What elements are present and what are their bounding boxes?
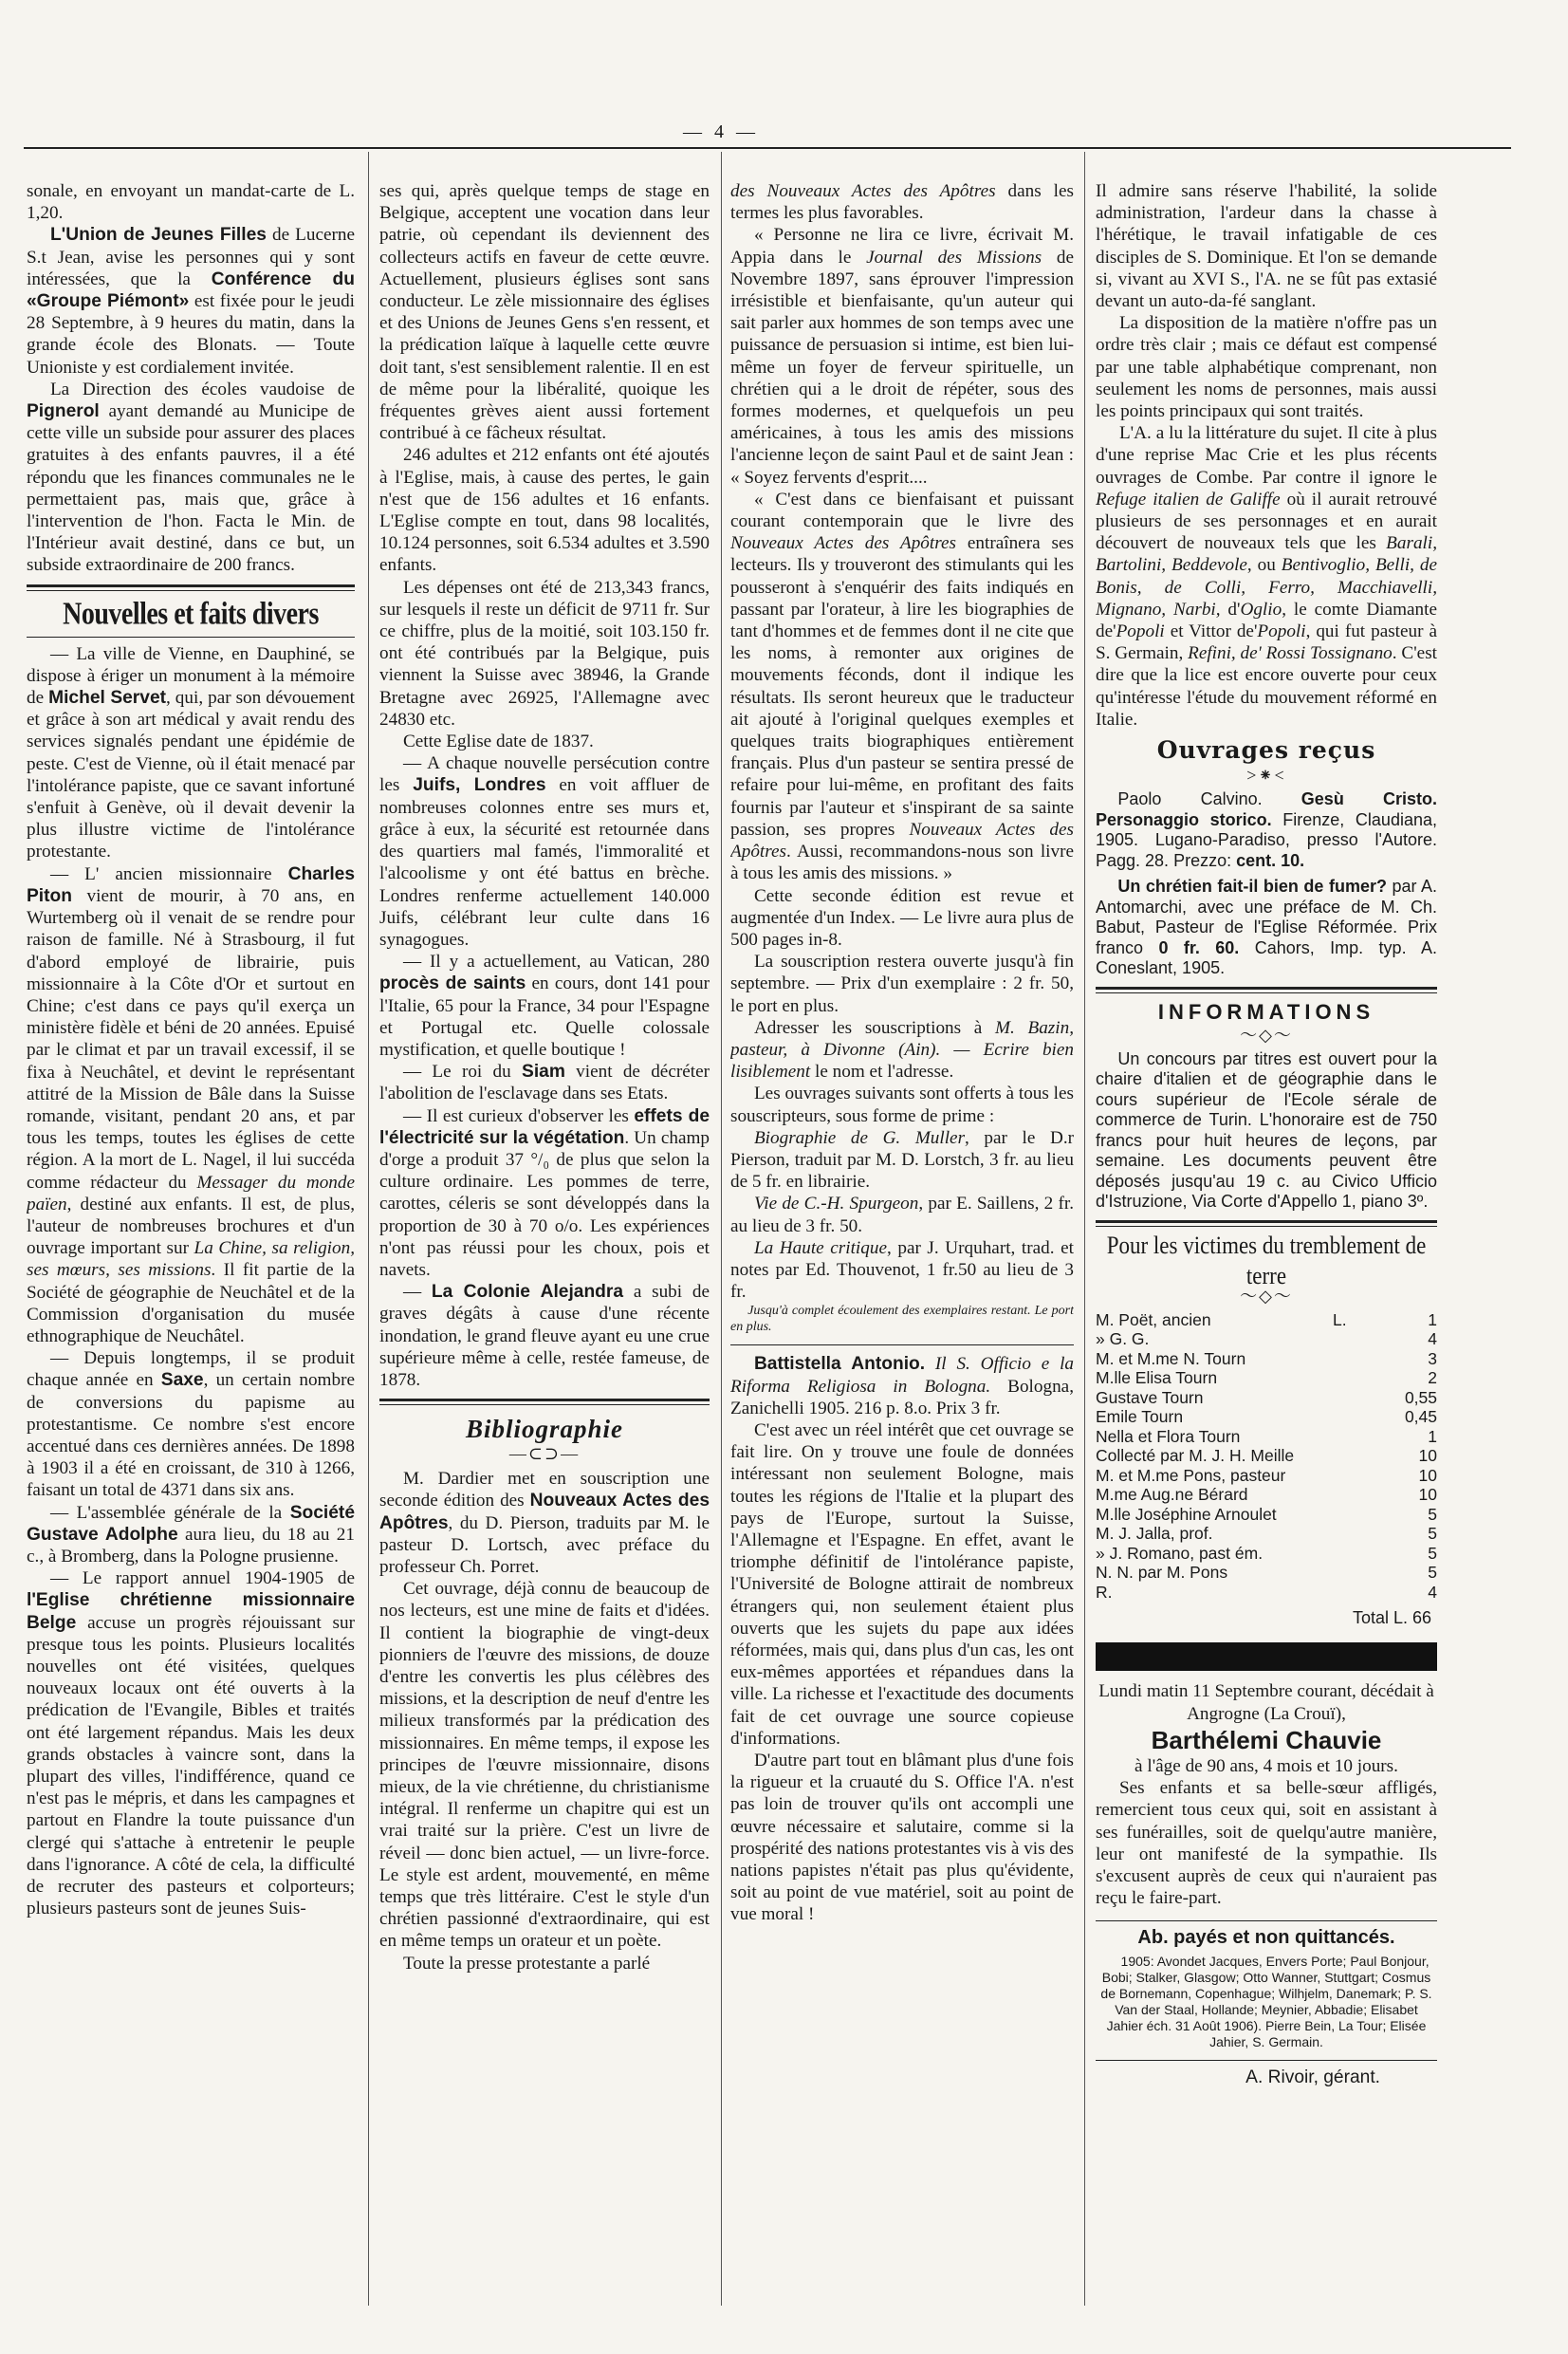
donation-total: Total L. 66 xyxy=(1352,1608,1431,1628)
donor-name: M. et M.me Pons, pasteur xyxy=(1096,1465,1286,1485)
column-1 xyxy=(27,180,355,1919)
section-rule xyxy=(1096,1920,1437,1921)
donor-amt: 0,45 xyxy=(1404,1407,1437,1427)
paragraph-appia: « Personne ne lira ce livre, écrivait M. Appia dans le Journal des Missions de Novembre 1897, sans éprouver l'impression irrésistible et bienfaisante, qu'un auteur qui sait parler aux hommes de son temps avec une puissance de persuasion si intime, est bien lui-même un foyer de ferveur spirituelle, un chrétien qui a le droit de répéter, sous des formes modernes, et quelquefois un peu américaines, à tous les amis des missions l'ancienne leçon de saint Paul et de saint Jean : « Soyez fervents d'esprit.... xyxy=(730,225,1074,488)
donor-row xyxy=(1096,1446,1437,1466)
donor-row xyxy=(1096,1427,1437,1447)
footnote: Jusqu'à complet écoulement des exemplaires restant. Le port en plus. xyxy=(730,1304,1074,1335)
donor-amt: 10 xyxy=(1418,1465,1437,1485)
donor-name: M. J. Jalla, prof. xyxy=(1096,1524,1213,1544)
donor-name: N. N. par M. Pons xyxy=(1096,1563,1228,1583)
donor-row xyxy=(1096,1466,1437,1486)
death-notice-name: Barthélemi Chauvie xyxy=(1151,1725,1382,1754)
donor-cur xyxy=(1333,1446,1371,1466)
column-rule xyxy=(1084,152,1085,2306)
paragraph-saints: — Il y a actuellement, au Vatican, 280 procès de saints en cours, dont 141 pour l'Italie, 65 pour la France, 34 pour l'Espagne et Portugal etc. Quelle colossale mystification, et quelle boutique ! xyxy=(379,952,710,1060)
section-heading-bibliographie: Bibliographie xyxy=(465,1415,624,1444)
paragraph-battistella: Battistella Antonio. Il S. Officio e la Riforma Religiosa in Bologna. Bologna, Zanichelli 1905. 216 p. 8.o. Prix 3 fr. xyxy=(730,1354,1074,1418)
gerant-signature: A. Rivoir, gérant. xyxy=(1245,2067,1380,2087)
paragraph-juifs: — A chaque nouvelle persécution contre les Juifs, Londres en voit affluer de nombreuses colonnes entre ses murs et, grâce à eux, la sécurité est retournée dans des quartiers mal famés, l'immoralité et l'alcoolisme y ont été battus en brèche. Londres renferme actuellement 140.000 Juifs, célébrant leur culte dans 16 synagogues. xyxy=(379,753,710,950)
donor-cur xyxy=(1333,1388,1371,1408)
section-rule xyxy=(1096,1220,1437,1227)
paragraph: La Haute critique, par J. Urquhart, trad. et notes par Ed. Thouvenot, 1 fr.50 au lieu de 3 fr. xyxy=(730,1237,1074,1303)
paragraph-siam: — Le roi du Siam vient de décréter l'abolition de l'esclavage dans ses Etats. xyxy=(379,1062,710,1104)
paragraph-fumer: Un chrétien fait-il bien de fumer? par A. Antomarchi, avec une préface de M. Ch. Babut, Pasteur de l'Eglise Réformée. Prix franco 0 fr. 60. Cahors, Imp. typ. A. Coneslant, 1905. xyxy=(1096,877,1437,978)
column-3 xyxy=(730,180,1074,1926)
donor-row xyxy=(1096,1485,1437,1505)
paragraph: Les dépenses ont été de 213,343 francs, sur lesquels il reste un déficit de 9711 fr. Sur ce chiffre, plus de la moitié, soit 103.150 fr. ont été contribués par la Belgique, puis viennent la Suisse avec 38946, la Grande Bretagne avec 26925, l'Allemagne avec 24830 etc. xyxy=(379,577,710,730)
ornament-icon: 〜◇〜 xyxy=(1240,1286,1293,1306)
paragraph-piton: — L' ancien missionnaire Charles Piton vient de mourir, à 70 ans, en Wurtemberg où il venait de se rendre pour raison de famille. Né à Strasbourg, il fut d'abord employé de librairie, puis missionnaire à la Côte d'Or et surtout en Chine; c'est dans ce pays qu'il exerça un ministère fidèle et béni de 20 années. Epuisé par le climat et par un travail excessif, il se fixa à Neuchâtel, et devint le représentant attitré de la Mission de Bâle dans la Suisse romande, visitant, pendant 20 ans, et par tous les temps, toutes les églises de cette région. A la mort de L. Nagel, il lui succéda comme rédacteur du Messager du monde païen, destiné aux enfants. Il est, de plus, l'auteur de nombreuses brochures et d'un ouvrage important sur La Chine, sa religion, ses mœurs, ses missions. Il fit partie de la Société de géographie de Neuchâtel et de la Commission d'organisation du musée ethnographique de Neuchâtel. xyxy=(27,863,355,1346)
donor-name: M.lle Joséphine Arnoulet xyxy=(1096,1504,1277,1524)
ornament-icon: >⁕< xyxy=(1246,766,1286,786)
donor-amt: 4 xyxy=(1428,1329,1437,1349)
donor-name: » J. Romano, past ém. xyxy=(1096,1543,1264,1563)
donor-amt: 10 xyxy=(1418,1485,1437,1505)
paragraph: C'est avec un réel intérêt que cet ouvrage se fait lire. On y trouve une foule de données intéressant non seulement Bologne, mais toutes les régions de l'Italie et la plupart des pays de l'Europe, surtout la Suisse, l'Allemagne et l'Espagne. En effet, avant le triomphe définitif de l'intolérance papiste, l'Université de Bologne attirait de nombreux étrangers qui, non seulement étaient plus ouverts que les sujets du pape aux idées réformées, mais qui, dans plus d'un cas, les ont eux-mêmes apportées et répandues dans la ville. La richesse et l'exactitude des documents fait de cet ouvrage une source copieuse d'informations. xyxy=(730,1419,1074,1749)
death-notice-age: à l'âge de 90 ans, 4 mois et 10 jours. xyxy=(1134,1755,1398,1776)
paragraph-belge: — Le rapport annuel 1904-1905 de l'Eglise chrétienne missionnaire Belge accuse un progrès réjouissant sur presque tous les points. Plusieurs localités nouvelles ont été visitées, quelques nouveaux locaux ont été ouverts à la prédication de l'Evangile, Bibles et traités ont été largement répandus. Mais les deux grands obstacles à vaincre sont, dans la plupart des villes, l'indifférence, quand ce n'est pas le mépris, et dans les campagnes et partout en Flandre la toute puissance d'un clergé qui s'attache à entretenir le peuple dans l'ignorance. A côté de cela, la difficulté de recruter des pasteurs et colporteurs; plusieurs pasteurs sont de jeunes Suis- xyxy=(27,1568,355,1919)
paragraph-saxe: — Depuis longtemps, il se produit chaque année en Saxe, un certain nombre de conversions du papisme au protestantisme. Ce nombre s'est encore accentué dans ces dernières années. De 1898 à 1903 il a été en croissant, de 310 à 1266, faisant un total de 4371 dans six ans. xyxy=(27,1348,355,1501)
paragraph: Cette seconde édition est revue et augmentée d'un Index. — Le livre aura plus de 500 pages in-8. xyxy=(730,885,1074,950)
donor-name: Emile Tourn xyxy=(1096,1407,1184,1427)
paragraph: sonale, en envoyant un mandat-carte de L. 1,20. xyxy=(27,181,355,224)
donor-cur xyxy=(1333,1349,1371,1369)
paragraph-calvino: Paolo Calvino. Gesù Cristo. Personaggio storico. Firenze, Claudiana, 1905. Lugano-Paradiso, presso l'Autore. Pagg. 28. Prezzo: cent. 10. xyxy=(1096,789,1437,870)
donor-amt: 0,55 xyxy=(1404,1387,1437,1407)
paragraph-alejandra: — La Colonie Alejandra a subi de graves dégâts à cause d'une récente inondation, le grand fleuve ayant eu une crue supérieure même à celle, restée fameuse, de 1878. xyxy=(379,1282,710,1390)
column-4 xyxy=(1096,180,1437,2088)
paragraph-concours: Un concours par titres est ouvert pour la chaire d'italien et de géographie dans le cours supérieur de l'Ecole sérale de commerce de Turin. L'honoraire est de 750 francs pour huit heures de leçons, par semaine. Les documents peuvent être déposés jusqu'au 19 c. au Civico Ufficio d'Istruzione, Via Corte d'Appello 1, piano 3º. xyxy=(1096,1048,1437,1212)
ornament-icon: 〜◇〜 xyxy=(1240,1025,1293,1045)
death-notice-intro: Lundi matin 11 Septembre courant, décédait à Angrogne (La Crouï), xyxy=(1098,1681,1434,1724)
donor-name: M.lle Elisa Tourn xyxy=(1096,1368,1218,1388)
paragraph: Les ouvrages suivants sont offerts à tous les souscripteurs, sous forme de prime : xyxy=(730,1084,1074,1126)
paragraph-gustave: — L'assemblée générale de la Société Gustave Adolphe aura lieu, du 18 au 21 c., à Bromberg, dans la Pologne prusienne. xyxy=(27,1502,355,1566)
donor-amt: 1 xyxy=(1428,1309,1437,1329)
paragraph: des Nouveaux Actes des Apôtres dans les termes les plus favorables. xyxy=(730,181,1074,224)
paragraph: Cette Eglise date de 1837. xyxy=(402,732,594,752)
donor-amt: 5 xyxy=(1428,1563,1437,1583)
paragraph: Biographie de G. Muller, par le D.r Pierson, traduit par M. D. Lorstch, 3 fr. au lieu de 5 fr. en librairie. xyxy=(730,1127,1074,1193)
paragraph-electricite: — Il est curieux d'observer les effets de l'électricité sur la végétation. Un champ d'orge a produit 37 °/₀ de plus que selon la culture ordinaire. Les pommes de terre, carottes, céleris se sont développés dans la proportion de 30 à 70 o/o. Les expériences n'ont pas réussi pour les choux, pois et navets. xyxy=(379,1105,710,1280)
donor-amt: 10 xyxy=(1418,1446,1437,1466)
donor-cur xyxy=(1333,1583,1371,1603)
donor-name: Nella et Flora Tourn xyxy=(1096,1426,1241,1446)
paragraph: Cet ouvrage, déjà connu de beaucoup de nos lecteurs, est une mine de faits et d'idées. Il contient la biographie de vingt-deux pionniers de l'œuvre des missions, de douze d'entre les convertis les plus célèbres des missions, et la description de neuf d'entre les milieux transformés par la prédication des missionnaires. En même temps, il expose les principes de l'œuvre missionnaire, disons mieux, de la vie chrétienne, du christianisme intégral. Il renferme un chapitre qui est un vrai traité sur la prière. C'est un livre de réveil — donc bien actuel, — un livre-force. Le style est ardent, mouvementé, en même temps que très littéraire. C'est le style d'un chrétien passionné d'extraordinaire, qui est en même temps un orateur et un poète. xyxy=(379,1579,710,1952)
donor-cur xyxy=(1333,1466,1371,1486)
paragraph-dardier: M. Dardier met en souscription une seconde édition des Nouveaux Actes des Apôtres, du D. Pierson, traduits par M. le pasteur D. Lortsch, avec préface du professeur Ch. Porret. xyxy=(379,1469,710,1577)
donor-row xyxy=(1096,1505,1437,1525)
donor-name: Gustave Tourn xyxy=(1096,1387,1204,1407)
donor-row xyxy=(1096,1563,1437,1583)
donor-cur xyxy=(1333,1524,1371,1544)
donor-cur xyxy=(1333,1505,1371,1525)
column-rule xyxy=(721,152,722,2306)
section-heading-victimes: Pour les victimes du tremblement de terre xyxy=(1106,1231,1427,1289)
paragraph: L'A. a lu la littérature du sujet. Il cite à plus d'une reprise Mac Crie et les plus récents ouvrages de Combe. Par contre il ignore le Refuge italien de Galiffe où il aurait retrouvé plusieurs de ses personnages et en aurait découvert de nouveaux tels que les Barali, Bartolini, Beddevole, ou Bentivoglio, Belli, de Bonis, de Colli, Ferro, Macchiavelli, Mignano, Narbi, d'Oglio, le comte Diamante de'Popoli et Vittor de'Popoli, qui fut pasteur à S. Germain, Refini, de' Rossi Tossignano. C'est dire que la lice est encore ouverte pour ceux qu'intéresse l'étude du mouvement réformé en Italie. xyxy=(1096,423,1437,730)
donor-row xyxy=(1096,1368,1437,1388)
paragraph-union: L'Union de Jeunes Filles de Lucerne S.t Jean, avise les personnes qui y sont intéressées, que la Conférence du «Groupe Piémont» est fixée pour le jeudi 28 Septembre, à 9 heures du matin, dans la grande école des Blonats. — Toute Unioniste y est cordialement invitée. xyxy=(27,225,355,378)
donor-row xyxy=(1096,1524,1437,1544)
section-rule xyxy=(27,637,355,638)
paragraph: Adresser les souscriptions à M. Bazin, pasteur, à Divonne (Ain). — Ecrire bien lisiblement le nom et l'adresse. xyxy=(730,1017,1074,1083)
paragraph-pignerol: La Direction des écoles vaudoise de Pignerol ayant demandé au Municipe de cette ville un subside pour assurer des places gratuites à des enfants pauvres, il a été répondu que les finances communales ne le permettaient pas, mais que, grâce à l'intervention de l'hon. Facta le Min. de l'Intérieur avait destiné, dans ce but, un subside extraordinaire de 200 francs. xyxy=(27,379,355,576)
section-heading-informations: INFORMATIONS xyxy=(1157,999,1375,1024)
donor-cur xyxy=(1333,1407,1371,1427)
donor-name: » G. G. xyxy=(1096,1329,1150,1349)
donor-cur xyxy=(1333,1544,1371,1564)
section-heading-nouvelles: Nouvelles et faits divers xyxy=(63,596,319,632)
section-rule xyxy=(1096,2060,1437,2061)
section-rule xyxy=(379,1399,710,1405)
section-rule xyxy=(1096,987,1437,993)
donor-row xyxy=(1096,1407,1437,1427)
donor-row xyxy=(1096,1349,1437,1369)
page-number: — 4 — xyxy=(683,121,759,142)
paragraph-servet: — La ville de Vienne, en Dauphiné, se dispose à ériger un monument à la mémoire de Michel Servet, qui, par son dévouement et grâce à son art médical y avait rendu des services signalés pendant une épidémie de peste. C'est de Vienne, où il était menacé par l'intolérance papiste, que ce savant infortuné s'enfuit à Genève, où il devait devenir la plus illustre victime de l'intolérance protestante. xyxy=(27,643,355,862)
paragraph: « C'est dans ce bienfaisant et puissant courant contemporain que le livre des Nouveaux Actes des Apôtres entraînera ses lecteurs. Ils y trouveront des stimulants qui les pousseront à s'enquérir des faits indiqués en passant par l'orateur, à lire les biographies de tant d'hommes et de femmes dont il ne cite que les noms, à remonter aux origines de mouvements féconds, dont il indique les résultats. Ils seront heureux que le traducteur ait ajouté à l'original quelques exemples et quelques traits biographiques entièrement français. Plus d'un pasteur se sentira pressé de refaire pour lui-même, en profitant des faits fournis par l'auteur et s'inspirant de sa sainte passion, ses propres Nouveaux Actes des Apôtres. Aussi, recommandons-nous son livre à tous les amis des missions. » xyxy=(730,489,1074,884)
donor-cur xyxy=(1333,1563,1371,1583)
donation-table xyxy=(1096,1310,1437,1603)
paragraph: Vie de C.-H. Spurgeon, par E. Saillens, 2 fr. au lieu de 3 fr. 50. xyxy=(730,1194,1074,1236)
donor-row xyxy=(1096,1544,1437,1564)
section-rule xyxy=(27,584,355,591)
donor-row xyxy=(1096,1388,1437,1408)
paragraph: Toute la presse protestante a parlé xyxy=(402,1953,651,1974)
paragraph: La disposition de la matière n'offre pas un ordre très clair ; mais ce défaut est compensé par une table alphabétique comprenant, non seulement les noms de personnes, mais aussi les points principaux qui sont traités. xyxy=(1096,313,1437,422)
donor-cur xyxy=(1333,1329,1371,1349)
section-rule xyxy=(730,1344,1074,1345)
donor-amt: 1 xyxy=(1428,1426,1437,1446)
paragraph: Il admire sans réserve l'habilité, la solide administration, l'ardeur dans la chasse à l'hérétique, le travail infatigable de ces disciples de S. Dominique. Et l'on se demande si, vivant au XVI S., l'A. ne se fût pas extasié devant un auto-da-fé sanglant. xyxy=(1096,181,1437,312)
donor-cur: L. xyxy=(1333,1309,1347,1329)
donor-name: Collecté par M. J. H. Meille xyxy=(1096,1446,1295,1466)
donor-cur xyxy=(1333,1485,1371,1505)
paragraph: 246 adultes et 212 enfants ont été ajoutés à l'Eglise, mais, à cause des pertes, le gain n'est que de 156 adultes et 16 enfants. L'Eglise compte en tout, dans 98 localités, 10.124 personnes, soit 6.534 adultes et 3.590 enfants. xyxy=(379,445,710,576)
death-notice-text: Ses enfants et sa belle-sœur affligés, remercient tous ceux qui, soit en assistant à ses funérailles, soit de quelqu'autre manière, leur ont manifesté de la sympathie. Ils s'excusent auprès de ceux qui n'auraient pas reçu le faire-part. xyxy=(1096,1778,1437,1909)
section-heading-ouvrages: Ouvrages reçus xyxy=(1156,736,1376,765)
abonnements-list: 1905: Avondet Jacques, Envers Porte; Paul Bonjour, Bobi; Stalker, Glasgow; Otto Wanner, Stuttgart; Cosmus de Bornemann, Copenhague; Wilhjelm, Danemark; P. S. Van der Staal, Hollande; Meynier, Abbadie; Elisabet Jahier éch. 31 Août 1906). Pierre Bein, La Tour; Elisée Jahier, S. Germain. xyxy=(1100,1953,1432,2049)
column-rule xyxy=(368,152,369,2306)
section-heading-abonnements: Ab. payés et non quittancés. xyxy=(1137,1927,1395,1949)
paragraph: D'autre part tout en blâmant plus d'une fois la rigueur et la cruauté du S. Office l'A. n'est pas loin de trouver qu'ils ont accompli une œuvre nécessaire et salutaire, comme si la prospérité des nations protestantes vis à vis des nations papistes n'était pas plus qu'évidente, soit au point de vue matériel, soit au point de vue moral ! xyxy=(730,1751,1074,1925)
donor-row xyxy=(1096,1583,1437,1603)
donor-cur xyxy=(1333,1427,1371,1447)
paragraph: ses qui, après quelque temps de stage en Belgique, acceptent une vocation dans leur patrie, où cependant ils deviennent des collecteurs actifs en faveur de cette œuvre. Actuellement, plusieurs églises sont sans conducteur. Le zèle missionnaire des églises et des Unions de Jeunes Gens s'en ressent, et la prédication laïque à laquelle cette œuvre doit tant, s'est sensiblement ralentie. Il en est de même pour la libéralité, quoique les fréquentes grèves aient aussi fortement contribué à ce fâcheux résultat. xyxy=(379,181,710,444)
paragraph: La souscription restera ouverte jusqu'à fin septembre. — Prix d'un exemplaire : 2 fr. 50, le port en plus. xyxy=(730,952,1074,1016)
donor-row xyxy=(1096,1329,1437,1349)
donor-name: M. et M.me N. Tourn xyxy=(1096,1348,1246,1368)
donor-amt: 5 xyxy=(1428,1504,1437,1524)
donor-amt: 5 xyxy=(1428,1524,1437,1544)
column-2 xyxy=(379,180,710,1974)
donor-row xyxy=(1096,1310,1437,1330)
donor-cur xyxy=(1333,1368,1371,1388)
header-rule xyxy=(24,147,1511,149)
donor-amt: 3 xyxy=(1428,1348,1437,1368)
donor-amt: 2 xyxy=(1428,1368,1437,1388)
ornament-icon: —⊂⊃— xyxy=(508,1444,581,1464)
donor-name: M.me Aug.ne Bérard xyxy=(1096,1485,1248,1505)
donor-amt: 4 xyxy=(1428,1582,1437,1602)
donor-name: R. xyxy=(1096,1582,1113,1602)
donor-amt: 5 xyxy=(1428,1543,1437,1563)
mourning-bar xyxy=(1096,1642,1437,1671)
donor-name: M. Poët, ancien xyxy=(1096,1309,1211,1329)
